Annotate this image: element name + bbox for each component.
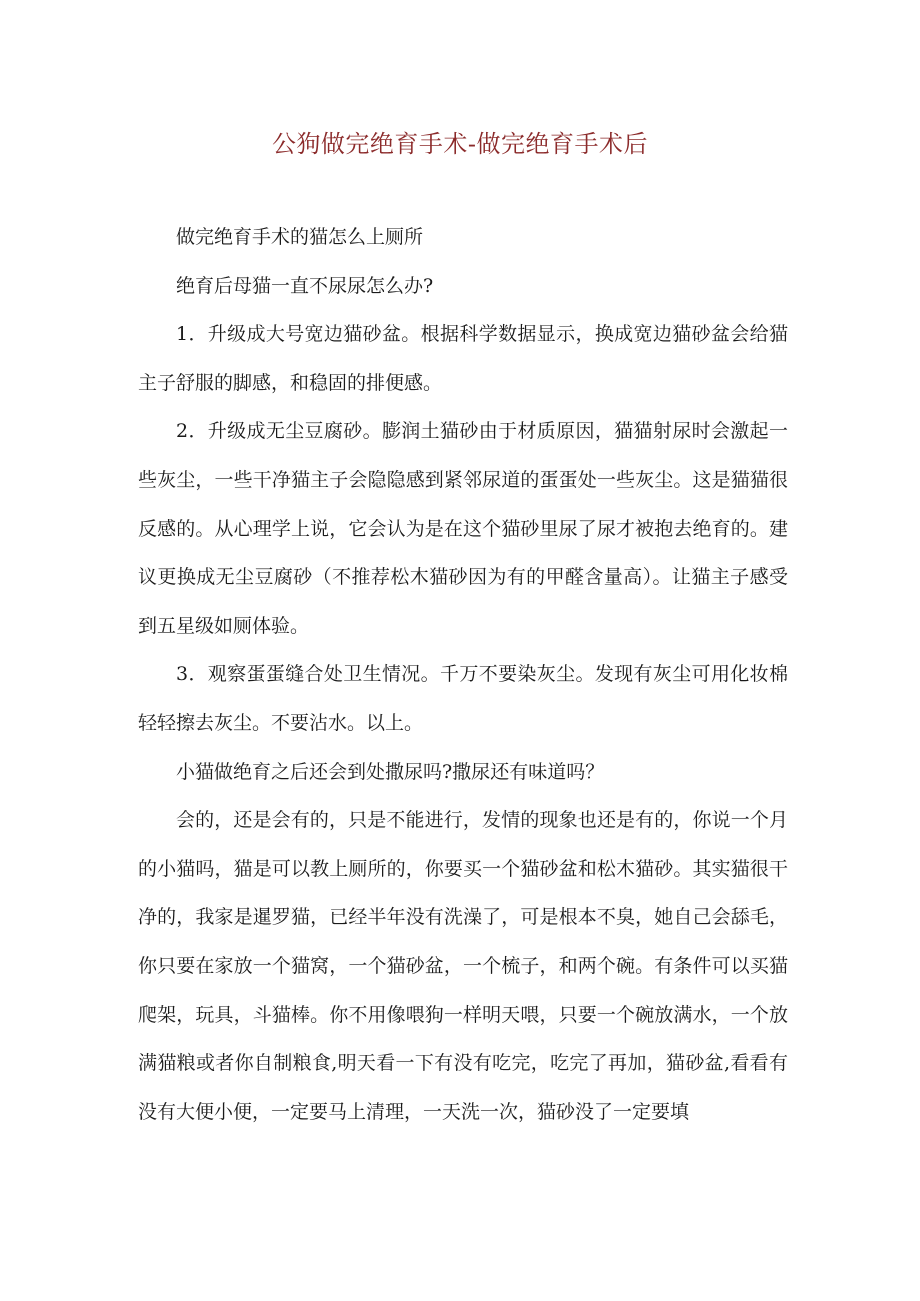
paragraph-item-3: 3．观察蛋蛋缝合处卫生情况。千万不要染灰尘。发现有灰尘可用化妆棉轻轻擦去灰尘。不要沾水。以上。 <box>138 663 788 734</box>
paragraph-question: 小猫做绝育之后还会到处撒尿吗?撒尿还有味道吗？ <box>176 760 605 783</box>
paragraph-answer: 会的，还是会有的，只是不能进行，发情的现象也还是有的，你说一个月的小猫吗，猫是可以教上厕所的，你要买一个猫砂盆和松木猫砂。其实猫很干净的，我家是暹罗猫，已经半年没有洗澡了，可是根本不臭，她自己会舔毛，你只要在家放一个猫窝，一个猫砂盆，一个梳子，和两个碗。有条件可以买猫爬架，玩具，斗猫棒。你不用像喂狗一样明天喂，只要一个碗放满水，一个放满猫粮或者你自制粮食,明天看一下有没有吃完，吃完了再加，猫砂盆,看看有没有大便小便，一定要马上清理，一天洗一次，猫砂没了一定要填 <box>138 809 788 1123</box>
paragraph-item-2: 2．升级成无尘豆腐砂。膨润土猫砂由于材质原因，猫猫射尿时会激起一些灰尘，一些干净猫主子会隐隐感到紧邻尿道的蛋蛋处一些灰尘。这是猫猫很反感的。从心理学上说，它会认为是在这个猫砂里尿了尿才被抱去绝育的。建议更换成无尘豆腐砂（不推荐松木猫砂因为有的甲醛含量高）。让猫主子感受到五星级如厕体验。 <box>138 420 788 637</box>
paragraph-subheading-1: 做完绝育手术的猫怎么上厕所 <box>176 226 424 248</box>
paragraph-subheading-2: 绝育后母猫一直不尿尿怎么办? <box>176 274 434 297</box>
document-body <box>138 213 788 1136</box>
document-title: 公狗做完绝育手术-做完绝育手术后 <box>271 130 649 158</box>
paragraph-item-1: 1．升级成大号宽边猫砂盆。根据科学数据显示，换成宽边猫砂盆会给猫主子舒服的脚感，和稳固的排便感。 <box>138 323 788 394</box>
